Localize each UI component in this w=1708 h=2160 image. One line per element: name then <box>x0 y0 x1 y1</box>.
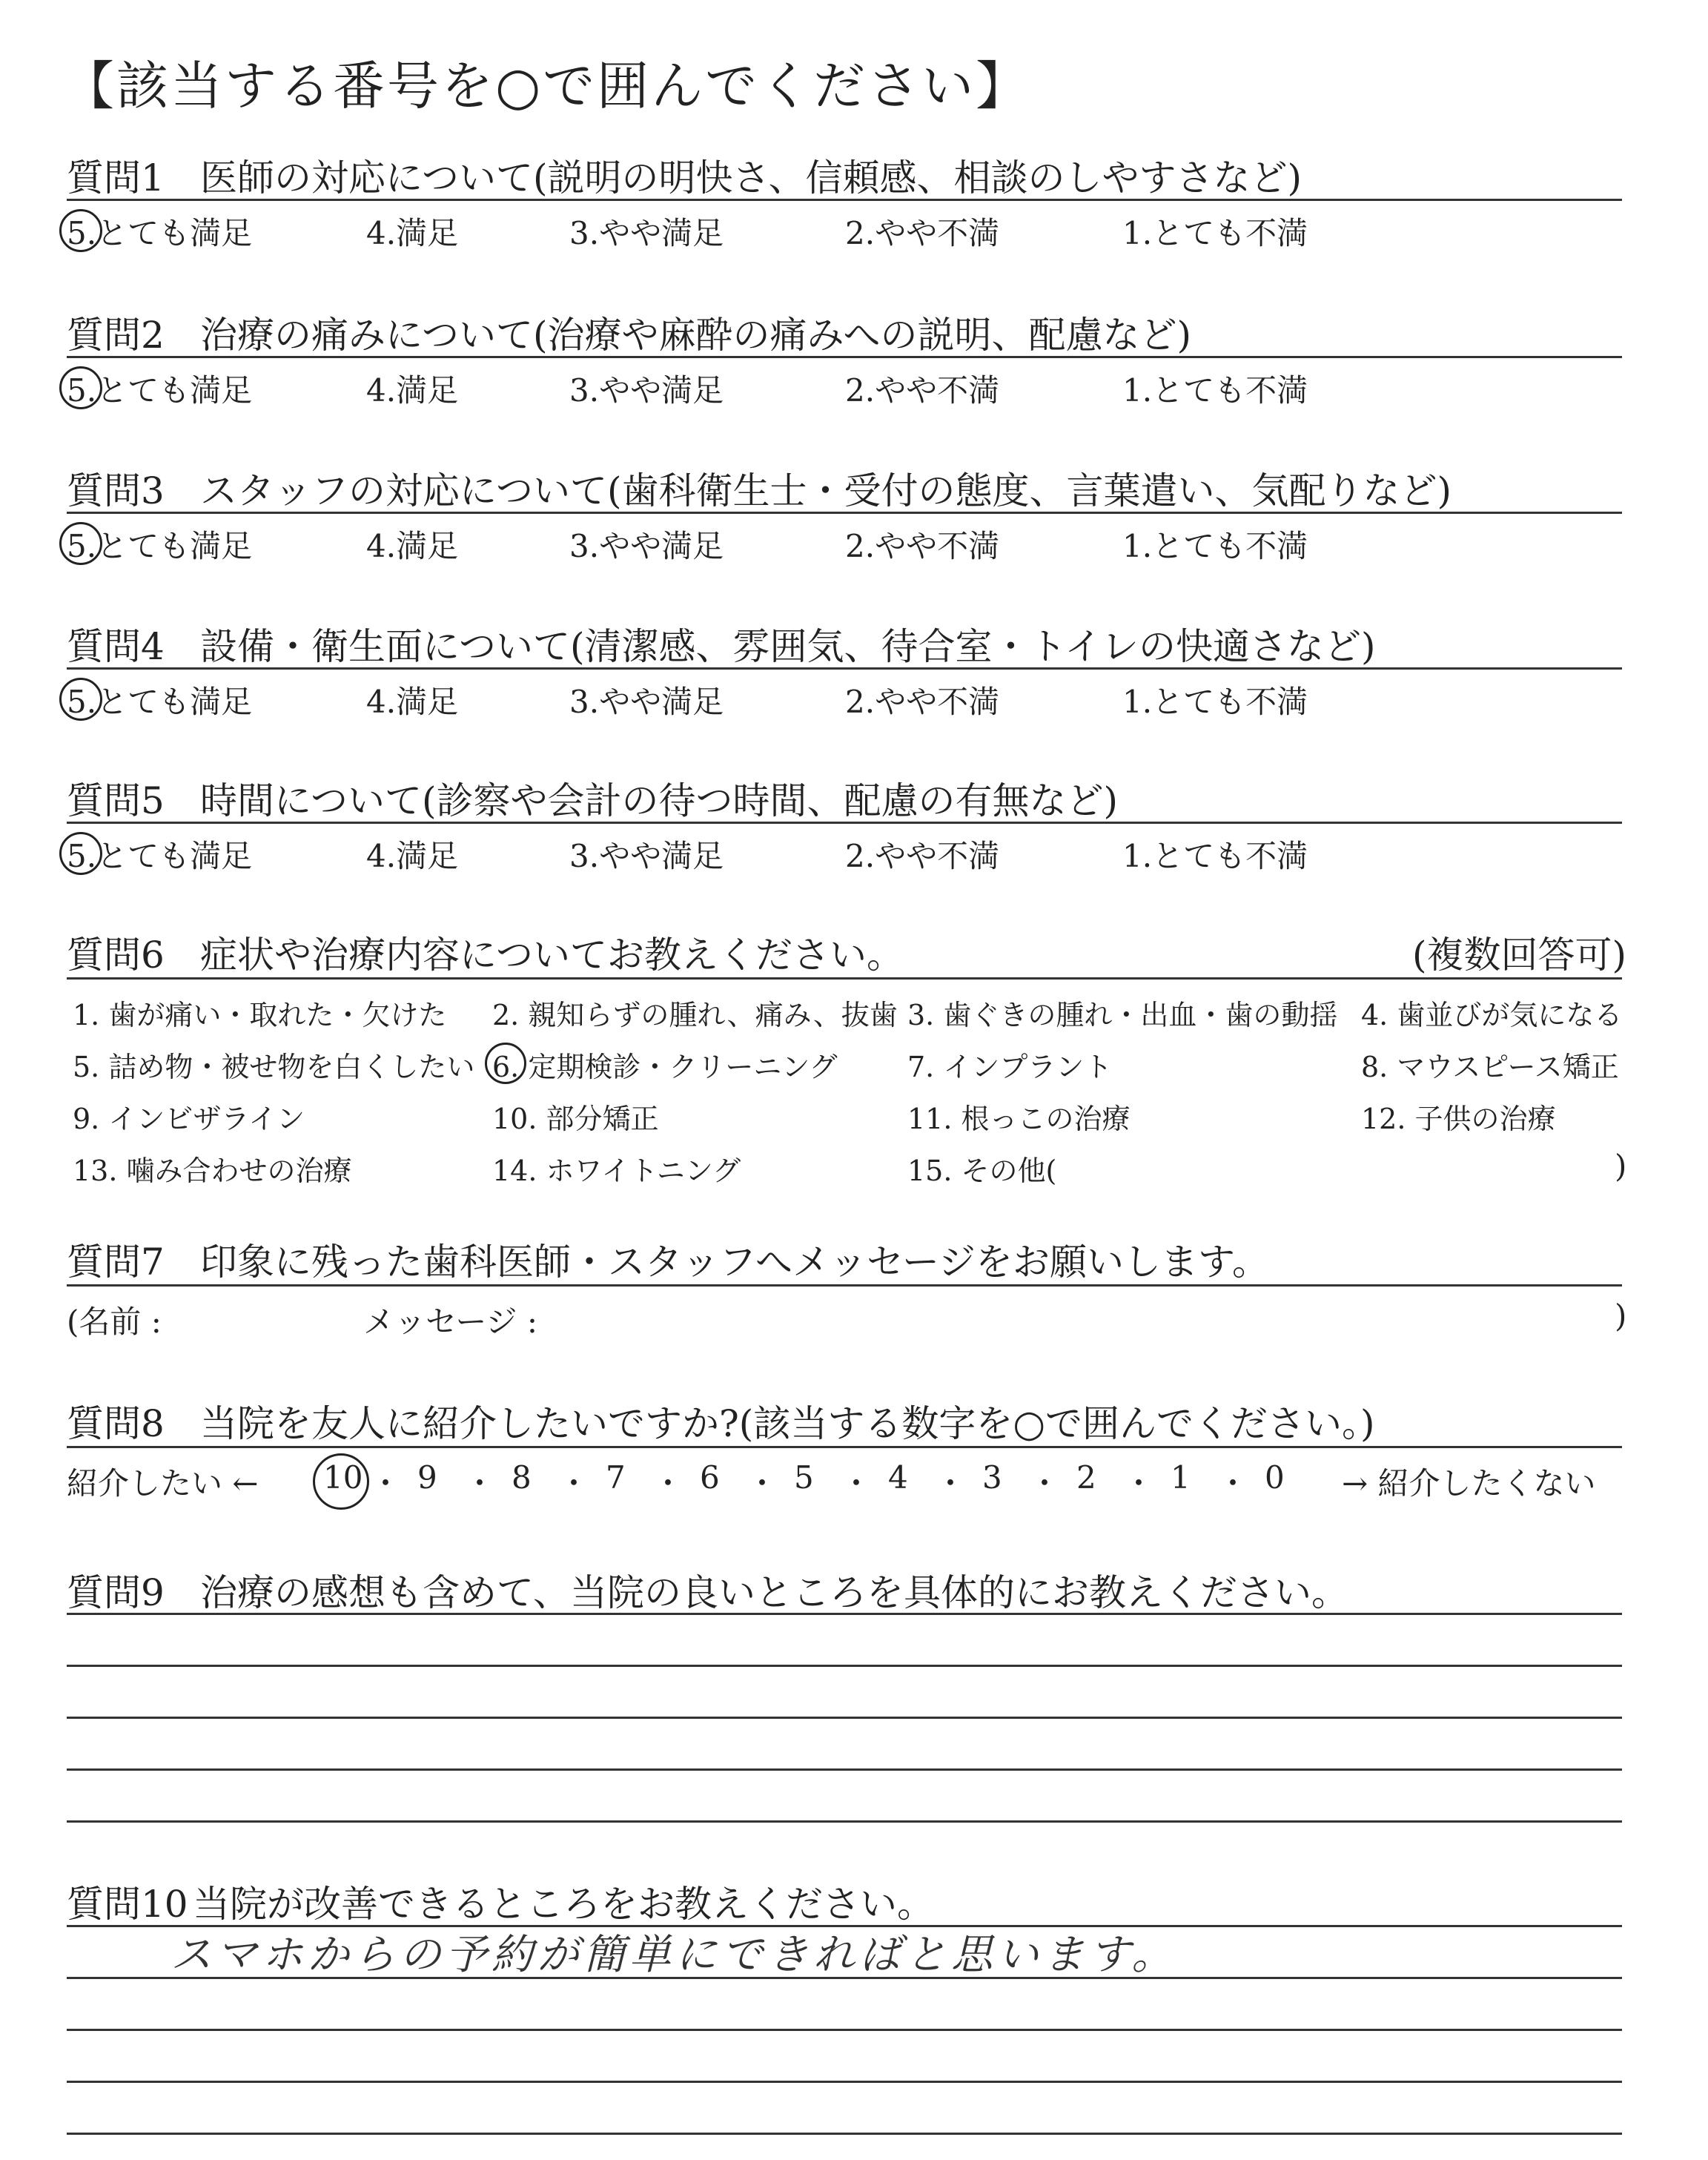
q4-title <box>67 617 1376 670</box>
q9-number: 質問9 <box>67 1571 165 1614</box>
q9-line-2 <box>67 1665 1622 1667</box>
q6-option-2[interactable]: 2. 親知らずの腫れ、痛み、抜歯 <box>492 999 898 1031</box>
q8-separator: ・ <box>464 1465 496 1502</box>
q1-selection-circle <box>59 209 102 252</box>
q8-text: 当院を友人に紹介したいですか?(該当する数字を○で囲んでください。) <box>200 1402 1375 1445</box>
q8-separator: ・ <box>1029 1465 1061 1502</box>
q8-selection-circle <box>313 1453 369 1510</box>
q10-line-2 <box>67 1977 1622 1979</box>
q6-title <box>67 925 904 979</box>
q7-name-label: (名前 : <box>67 1304 162 1340</box>
q8-scale-2[interactable]: 2 <box>1076 1459 1096 1496</box>
q3-text: スタッフの対応について(歯科衛生士・受付の態度、言葉遣い、気配りなど) <box>200 469 1452 512</box>
q10-text: 当院が改善できるところをお教えください。 <box>193 1883 934 1926</box>
q8-scale-1[interactable]: 1 <box>1171 1459 1191 1496</box>
q8-separator: ・ <box>747 1465 778 1502</box>
q7-close-paren: ) <box>1615 1298 1627 1334</box>
q6-option-6[interactable]: 6. 定期検診・クリーニング <box>492 1051 838 1083</box>
q6-other-close-paren: ) <box>1615 1148 1627 1184</box>
q8-right-label: → 紹介したくない <box>1342 1465 1596 1502</box>
q8-separator: ・ <box>841 1465 873 1502</box>
q2-selection-circle <box>59 366 102 409</box>
q1-number: 質問1 <box>67 156 165 199</box>
q8-rule <box>67 1446 1622 1448</box>
q6-number: 質問6 <box>67 934 165 977</box>
q6-note: (複数回答可) <box>1411 934 1626 977</box>
q9-text: 治療の感想も含めて、当院の良いところを具体的にお教えください。 <box>200 1571 1348 1614</box>
q8-scale-9[interactable]: 9 <box>417 1459 437 1496</box>
q5-option-3[interactable]: 3.やや満足 <box>569 838 724 874</box>
q2-title <box>67 305 1191 359</box>
q1-text: 医師の対応について(説明の明快さ、信頼感、相談のしやすさなど) <box>200 156 1302 199</box>
q9-line-1 <box>67 1613 1622 1615</box>
q5-option-4[interactable]: 4.満足 <box>366 838 459 874</box>
q6-text: 症状や治療内容についてお教えください。 <box>200 934 904 977</box>
q3-option-3[interactable]: 3.やや満足 <box>569 528 724 564</box>
q4-option-4[interactable]: 4.満足 <box>366 684 459 720</box>
q1-title <box>67 148 1302 202</box>
q2-option-2[interactable]: 2.やや不満 <box>845 372 1000 409</box>
q2-text: 治療の痛みについて(治療や麻酔の痛みへの説明、配慮など) <box>200 314 1192 357</box>
q1-option-4[interactable]: 4.満足 <box>366 215 459 251</box>
q5-option-2[interactable]: 2.やや不満 <box>845 838 1000 874</box>
q1-option-1[interactable]: 1.とても不満 <box>1122 215 1308 251</box>
q3-selection-circle <box>59 522 102 565</box>
q1-rule <box>67 199 1622 201</box>
q8-separator: ・ <box>1217 1465 1249 1502</box>
q4-option-3[interactable]: 3.やや満足 <box>569 684 724 720</box>
q6-option-11[interactable]: 11. 根っこの治療 <box>907 1103 1131 1135</box>
q6-option-3[interactable]: 3. 歯ぐきの腫れ・出血・歯の動揺 <box>907 999 1338 1031</box>
q6-option-8[interactable]: 8. マウスピース矯正 <box>1361 1051 1619 1083</box>
q6-option-4[interactable]: 4. 歯並びが気になる <box>1361 999 1623 1031</box>
q3-option-4[interactable]: 4.満足 <box>366 528 459 564</box>
q7-text: 印象に残った歯科医師・スタッフへメッセージをお願いします。 <box>200 1241 1269 1284</box>
q8-scale-0[interactable]: 0 <box>1265 1459 1285 1496</box>
q6-rule <box>67 977 1622 980</box>
q3-option-2[interactable]: 2.やや不満 <box>845 528 1000 564</box>
q6-option-9[interactable]: 9. インビザライン <box>73 1103 305 1135</box>
q9-line-4 <box>67 1768 1622 1771</box>
q8-separator: ・ <box>935 1465 967 1502</box>
q10-number: 質問10 <box>67 1883 188 1926</box>
q3-title <box>67 461 1452 515</box>
page-title: 【該当する番号を○で囲んでください】 <box>62 56 1030 116</box>
q7-title <box>67 1232 1269 1286</box>
q8-separator: ・ <box>1123 1465 1155 1502</box>
q8-scale-3[interactable]: 3 <box>982 1459 1002 1496</box>
q10-line-5 <box>67 2133 1622 2135</box>
q4-number: 質問4 <box>67 625 165 668</box>
q4-option-1[interactable]: 1.とても不満 <box>1122 684 1308 720</box>
q6-option-7[interactable]: 7. インプラント <box>907 1051 1113 1083</box>
q9-line-3 <box>67 1717 1622 1719</box>
q1-option-5[interactable]: 5.とても満足 <box>67 215 253 251</box>
q2-option-5[interactable]: 5.とても満足 <box>67 372 253 409</box>
q4-rule <box>67 667 1622 670</box>
q8-title <box>67 1394 1374 1447</box>
q3-option-1[interactable]: 1.とても不満 <box>1122 528 1308 564</box>
q6-option-10[interactable]: 10. 部分矯正 <box>492 1103 659 1135</box>
q6-option-14[interactable]: 14. ホワイトニング <box>492 1155 741 1187</box>
q3-rule <box>67 512 1622 514</box>
q1-option-3[interactable]: 3.やや満足 <box>569 215 724 251</box>
q6-option-13[interactable]: 13. 噛み合わせの治療 <box>73 1155 352 1187</box>
q8-number: 質問8 <box>67 1402 165 1445</box>
q7-number: 質問7 <box>67 1241 165 1284</box>
q6-option-12[interactable]: 12. 子供の治療 <box>1361 1103 1556 1135</box>
q4-option-5[interactable]: 5.とても満足 <box>67 684 253 720</box>
q5-number: 質問5 <box>67 779 165 822</box>
q2-option-4[interactable]: 4.満足 <box>366 372 459 409</box>
q4-text: 設備・衛生面について(清潔感、雰囲気、待合室・トイレの快適さなど) <box>200 625 1376 668</box>
q1-option-2[interactable]: 2.やや不満 <box>845 215 1000 251</box>
q7-message-label: メッセージ : <box>363 1304 537 1340</box>
q5-rule <box>67 822 1622 824</box>
q8-scale-7[interactable]: 7 <box>606 1459 626 1496</box>
q6-option-15[interactable]: 15. その他( <box>907 1155 1057 1187</box>
q7-rule <box>67 1284 1622 1287</box>
q8-separator: ・ <box>652 1465 684 1502</box>
q10-handwritten-answer: スマホからの予約が簡単にできればと思います。 <box>171 1931 1178 1979</box>
q8-separator: ・ <box>558 1465 590 1502</box>
q9-line-5 <box>67 1820 1622 1823</box>
q8-scale-4[interactable]: 4 <box>888 1459 908 1496</box>
q6-option-5[interactable]: 5. 詰め物・被せ物を白くしたい <box>73 1051 475 1083</box>
q8-left-label: 紹介したい ← <box>67 1465 259 1502</box>
q8-scale-6[interactable]: 6 <box>700 1459 720 1496</box>
q5-text: 時間について(診察や会計の待つ時間、配慮の有無など) <box>200 779 1119 822</box>
q10-line-4 <box>67 2081 1622 2083</box>
q8-scale-8[interactable]: 8 <box>512 1459 532 1496</box>
q10-line-3 <box>67 2029 1622 2031</box>
q3-number: 質問3 <box>67 469 165 512</box>
q8-separator: ・ <box>370 1465 402 1502</box>
q8-scale-10[interactable]: 10 <box>323 1459 363 1496</box>
q5-option-1[interactable]: 1.とても不満 <box>1122 838 1308 874</box>
q5-title <box>67 771 1118 825</box>
q5-selection-circle <box>59 832 102 875</box>
q4-option-2[interactable]: 2.やや不満 <box>845 684 1000 720</box>
q8-scale-5[interactable]: 5 <box>794 1459 814 1496</box>
q2-option-3[interactable]: 3.やや満足 <box>569 372 724 409</box>
q2-rule <box>67 356 1622 358</box>
q2-number: 質問2 <box>67 314 165 357</box>
q9-title <box>67 1563 1348 1616</box>
q3-option-5[interactable]: 5.とても満足 <box>67 528 253 564</box>
q4-selection-circle <box>59 678 102 721</box>
q2-option-1[interactable]: 1.とても不満 <box>1122 372 1308 409</box>
q6-option-1[interactable]: 1. 歯が痛い・取れた・欠けた <box>73 999 447 1031</box>
q10-title <box>67 1875 934 1928</box>
q5-option-5[interactable]: 5.とても満足 <box>67 838 253 874</box>
